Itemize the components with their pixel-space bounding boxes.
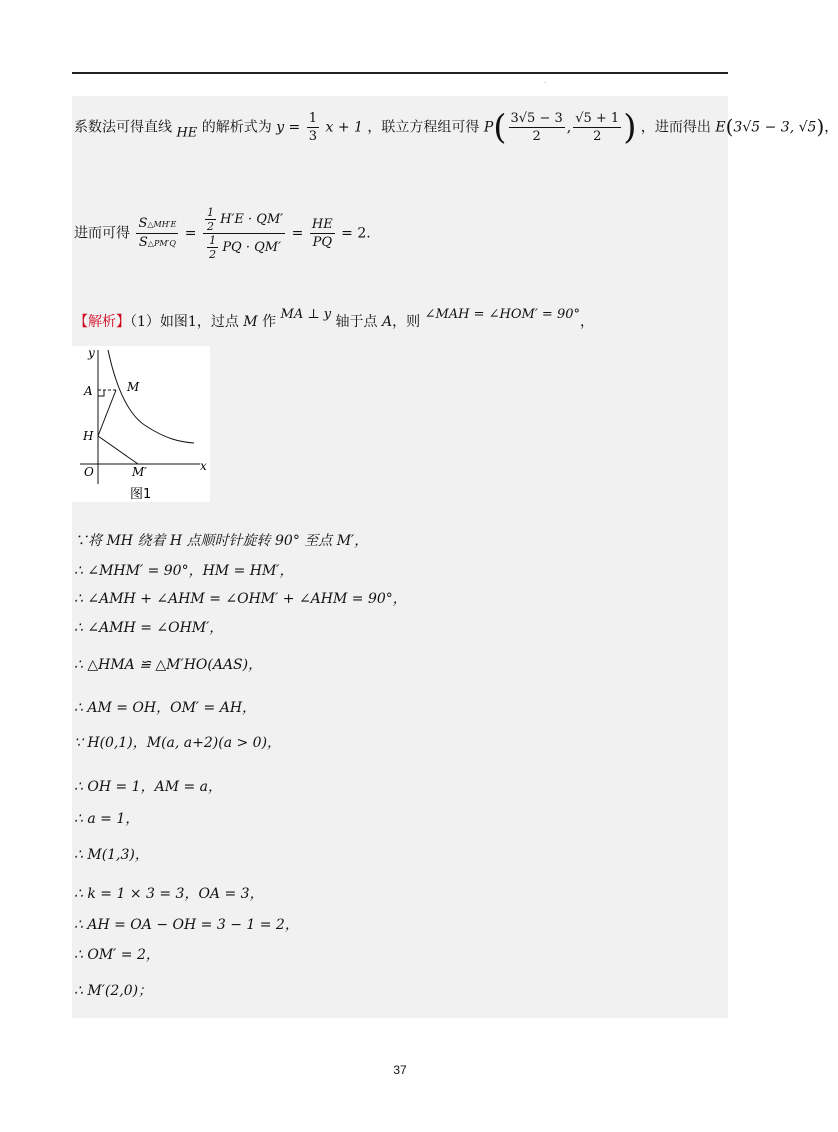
label-y: y bbox=[88, 346, 95, 360]
math: y = bbox=[276, 119, 301, 136]
step-line: ∵将 MH 绕着 H 点顺时针旋转 90° 至点 M′， bbox=[74, 533, 369, 549]
step-line: ∴ OM′ = 2， bbox=[74, 947, 160, 963]
segment-hm bbox=[98, 390, 116, 436]
text-line-2: 进而可得 $\frac{S\triangle MH'E}{S\triangle PM'Q}$ = $\frac{1}{2}$ H′E · QM′ $\frac{1}{2}$ PQ · QM′ = $\frac{HE}{PQ}$ = 2. bbox=[74, 206, 371, 261]
text: 系数法可得直线 bbox=[74, 119, 172, 136]
fraction-one-third: $\frac{1}{3}$ bbox=[308, 111, 318, 144]
step-line: ∴ AM = OH，OM′ = AH， bbox=[74, 700, 257, 716]
hyperbola-curve bbox=[108, 350, 194, 443]
math: MA ⊥ y bbox=[280, 307, 332, 322]
fraction: $\frac{3√5 - 3}{2}$ bbox=[510, 111, 563, 144]
figure-1-graph bbox=[72, 346, 210, 502]
step-line: ∴ M′(2,0)； bbox=[74, 983, 153, 999]
label-o: O bbox=[84, 465, 94, 479]
label-x: x bbox=[200, 459, 207, 473]
header-dot: · bbox=[544, 80, 546, 87]
step-line: ∴ ∠AMH + ∠AHM = ∠OHM′ + ∠AHM = 90°， bbox=[74, 591, 407, 607]
fraction: $\frac{√5 + 1}{2}$ bbox=[575, 111, 620, 144]
math: x + 1 bbox=[325, 119, 363, 136]
step-line: ∴ △HMA ≌ △M′HO(AAS)， bbox=[74, 657, 263, 673]
math: 3√5 − 3, √5 bbox=[733, 119, 817, 136]
text: ，进而得出 bbox=[640, 119, 711, 136]
step-line: ∴ a = 1， bbox=[74, 811, 140, 827]
step-line: ∵ H(0,1)，M(a, a+2)(a > 0)， bbox=[74, 735, 282, 751]
text: 进而可得 bbox=[74, 225, 130, 242]
text-line-1: 系数法可得直线 HE 的解析式为 y = $\frac{1}{3}$ x + 1 ，联立方程组可得 P( $\frac{3√5 - 3}{2}$ , $\frac{√5 + 1}{2}$ ) ，进而得出 E(3√5 − 3, √5)， bbox=[74, 107, 838, 148]
text: 的解析式为 bbox=[201, 119, 272, 136]
label-m: M bbox=[127, 380, 140, 394]
step-line: ∴ OH = 1，AM = a， bbox=[74, 779, 223, 795]
text: ，联立方程组可得 bbox=[367, 119, 480, 136]
segment-hm-prime bbox=[98, 436, 138, 464]
page-number: 37 bbox=[393, 1063, 407, 1077]
header-rule bbox=[72, 72, 728, 74]
text: （1）如图1，过点 bbox=[130, 314, 239, 330]
label-a: A bbox=[84, 384, 93, 398]
label-h: H bbox=[83, 429, 94, 443]
math-he: HE bbox=[176, 125, 198, 141]
right-angle-mark bbox=[98, 390, 104, 396]
math: ∠MAH = ∠HOM′ = 90° bbox=[424, 307, 580, 322]
fraction-he-pq: $\frac{HE}{PQ}$ bbox=[311, 217, 333, 250]
area-ratio-fraction: $\frac{S\triangle MH'E}{S\triangle PM'Q}$ bbox=[138, 216, 177, 250]
compound-fraction: $\frac{1}{2}$ H′E · QM′ $\frac{1}{2}$ PQ · QM′ bbox=[203, 206, 285, 261]
step-line: ∴ ∠MHM′ = 90°，HM = HM′， bbox=[74, 563, 294, 579]
solution-tag: 【解析】 bbox=[74, 314, 130, 330]
step-line: ∴ M(1,3)， bbox=[74, 847, 149, 863]
step-line: ∴ AH = OA − OH = 3 − 1 = 2， bbox=[74, 917, 299, 933]
point-e: E bbox=[715, 119, 726, 136]
step-line: ∴ k = 1 × 3 = 3，OA = 3， bbox=[74, 886, 264, 902]
math: = 2 bbox=[341, 225, 367, 242]
step-line: ∴ ∠AMH = ∠OHM′， bbox=[74, 620, 224, 636]
label-m-prime: M′ bbox=[132, 465, 148, 479]
figure-caption: 图1 bbox=[130, 487, 152, 502]
text-line-3: 【解析】（1）如图1，过点 M 作 MA ⊥ y 轴于点 A，则 ∠MAH = ∠HOM′ = 90°， bbox=[74, 307, 594, 330]
figure-1 bbox=[72, 346, 210, 502]
point-p: P bbox=[483, 119, 494, 136]
